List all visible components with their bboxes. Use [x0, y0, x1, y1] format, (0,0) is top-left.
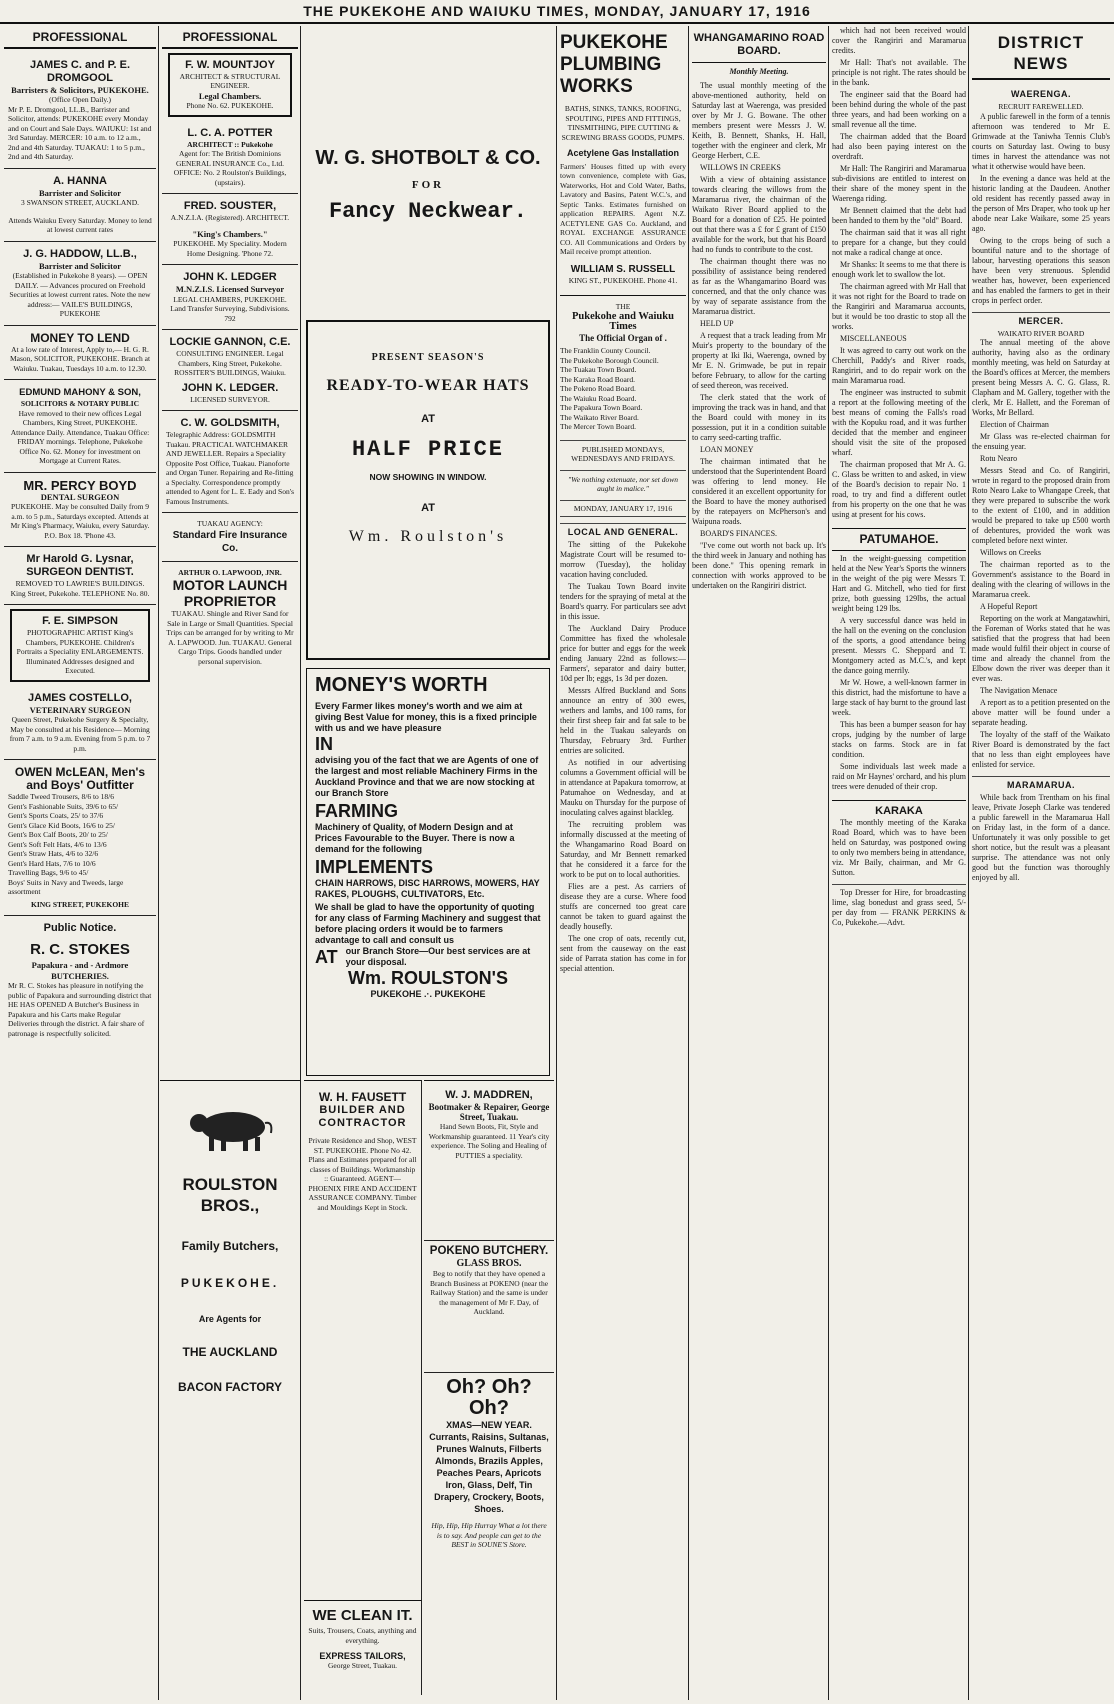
- pokeno-butchery-ad: [424, 1240, 554, 1370]
- card-title: Barristers & Solicitors, PUKEKOHE.: [11, 84, 149, 95]
- column-rule: [300, 26, 301, 1700]
- ad-line-5: NOW SHOWING IN WINDOW.: [369, 472, 487, 482]
- tuakau-agency-card: [162, 513, 298, 562]
- mercer-subheading: WAIKATO RIVER BOARD: [997, 328, 1085, 338]
- article-heading: WHANGAMARINO ROAD BOARD.: [692, 26, 826, 63]
- dromgool-card: [4, 53, 156, 169]
- card-name: TUAKAU AGENCY:: [197, 519, 263, 528]
- article-paragraph: The chairman intimated that he understood that the Superintendent Board was offering to lend money. He considered it an excellent opportunity for the Board to have the money authorised by the ratepayers on McPherson's and Waipuna roads.: [692, 457, 826, 526]
- karaka-footer: Top Dresser for Hire, for broadcasting lime, slag bonedust and grass seed, 5/- per day from — FRANK PERKINS & Co, Pukekohe.—Advt.: [832, 884, 966, 928]
- karaka-body: The monthly meeting of the Karaka Road Board, which was to have been held on Saturday, was postponed owing to only two members being in attendance, viz. Mr Baily, chairman, and Mr G. Sutton.: [832, 818, 966, 877]
- ad-line-2: READY-TO-WEAR HATS: [326, 377, 530, 394]
- price-list-item: Gent's Box Calf Boots, 20/ to 25/: [8, 830, 108, 839]
- article-paragraph: The chairman added that the Board had also been paying interest on the overdraft.: [832, 132, 966, 161]
- card-name: JAMES COSTELLO,: [28, 691, 132, 704]
- article-paragraph: Mr Shanks: It seems to me that there is enough work let to swallow the lot.: [832, 260, 966, 279]
- card-body: Agent for: The British Dominions GENERAL INSURANCE Co., Ltd. OFFICE: No. 2 Roulston's Buildings, (upstairs).: [173, 149, 287, 187]
- ad-title: BUILDER AND CONTRACTOR: [318, 1104, 407, 1129]
- shotbolt-ad: [306, 130, 550, 280]
- ad-body: Private Residence and Shop, WEST ST. PUKEKOHE. Phone No 42. Plans and Estimates prepared for all classes of Buildings. Workmanship :: Guaranteed. AGENT—PHOENIX FIRE AND ACCIDENT ASSURANCE COMPANY. Timber and Mouldings Kept in Stock.: [308, 1136, 417, 1212]
- mountjoy-card: [168, 53, 292, 117]
- times-list-item: The Waikato River Board.: [560, 412, 639, 422]
- ad-line-3: AT: [421, 413, 435, 425]
- lysnar-card: [4, 547, 156, 605]
- card-body: Have removed to their new offices Legal Chambers, King Street, PUKEKOHE. Attendance Daily. Attendance, Tuakau Office: FRIDAY mornings. Telephone, Pukekohe Office No. 62. Money for investment on Mortgage at Current Rates.: [10, 408, 150, 465]
- moneys-worth-ad: [306, 668, 550, 1076]
- article-paragraph: WILLOWS IN CREEKS: [700, 163, 781, 172]
- card-title: DENTAL SURGEON: [40, 491, 120, 502]
- times-list-item: The Franklin County Council.: [560, 346, 651, 355]
- price-list-item: Boys' Suits in Navy and Tweeds, large assortment: [8, 877, 124, 896]
- ad-title: GLASS BROS.: [456, 1258, 522, 1269]
- article-paragraph: It was agreed to carry out work on the Cherchill, Paddy's and River roads, Rangiriri, and to do repair work on the main Maramarua road.: [832, 346, 966, 385]
- card-name: JAMES C. and P. E. DROMGOOL: [29, 58, 131, 84]
- card-address: Legal Chambers.: [198, 90, 262, 101]
- times-name: Pukekohe and Waiuku Times: [572, 310, 674, 332]
- card-name-2: JOHN K. LEDGER.: [181, 381, 279, 394]
- column-rule: [968, 26, 969, 1700]
- ad-at: AT: [315, 946, 338, 967]
- mclean-card: [4, 760, 156, 916]
- card-address: KING STREET, PUKEKOHE: [30, 899, 129, 909]
- waerenga-subheading: RECRUIT FAREWELLED.: [998, 102, 1084, 111]
- section-heading: PROFESSIONAL: [4, 26, 156, 49]
- article-paragraph: Mr W. Howe, a well-known farmer in this district, had the misfortune to have a large stack of hay burnt to the ground last week.: [832, 678, 966, 717]
- price-list-item: Gent's Hard Hats, 7/6 to 10/6: [8, 858, 96, 868]
- card-body: PHOTOGRAPHIC ARTIST King's Chambers, PUKEKOHE. Children's Portraits a Speciality ENLARGEMENTS. Illuminated Addresses designed and Executed.: [16, 628, 144, 675]
- card-name: JOHN K. LEDGER: [183, 271, 277, 283]
- card-body: Queen Street, Pukekohe Surgery & Specialty, May be consulted at his Residence— Morning from 7 a.m. to 9 a.m. Evening from 5 p.m. to 7 p.m.: [9, 715, 151, 753]
- price-list: [8, 792, 152, 897]
- article-paragraph: Mr Hall: The Rangiriri and Maramarua sub-divisions are entitled to interest on their share of the money spent in the Waerenga riding.: [832, 164, 966, 203]
- article-paragraph: Rotu Nearo: [980, 454, 1018, 463]
- card-body: REMOVED TO LAWRIE'S BUILDINGS. King Street, Pukekohe. TELEPHONE No. 80.: [10, 579, 150, 598]
- card-name: F. W. MOUNTJOY: [185, 58, 275, 71]
- ad-para: Machinery of Quality, of Modern Design and at Prices Favourable to the Buyer. There is now a demand for the following: [315, 822, 515, 854]
- gannon-card: [162, 330, 298, 411]
- ad-line-5: BACON FACTORY: [177, 1380, 282, 1394]
- card-body: CONSULTING ENGINEER. Legal Chambers, King Street, Pukekohe. ROSSITER'S BUILDINGS, Waiuku.: [174, 349, 286, 377]
- ad-place: PUKEKOHE .·. PUKEKOHE: [370, 989, 486, 999]
- mahony-card: [4, 380, 156, 473]
- article-paragraph: HELD UP: [700, 319, 734, 328]
- ad-title: MONEY'S WORTH: [315, 674, 488, 696]
- article-paragraph: The Navigation Menace: [980, 686, 1058, 695]
- article-paragraph: The loyalty of the staff of the Waikato River Board is demonstrated by the fact that no less than eight employees have enlisted for service.: [972, 730, 1110, 769]
- column-rule: [688, 26, 689, 1700]
- card-name: R. C. STOKES: [30, 941, 130, 958]
- card-body: At a low rate of Interest, Apply to,— H. G. R. Mason, SOLICITOR, PUKEKOHE. Branch at Waiuku. Tuakau, Tuesdays 10 a.m. to 12.30.: [9, 344, 151, 373]
- plumbing-body-2: Farmers' Houses fitted up with every town convenience, complete with Gas, Waterworks, Hot and Cold Water, Baths, Lavatory and Basins, Patent W.C.'s, and Septic Tanks. Estimates furnished on application REPAIRS. Agent N.Z. ACETYLENE GAS Co. Auckland, and ROYAL EXCHANGE ASSURANCE CO. All Communications and Orders by Mail receive prompt attention.: [560, 161, 686, 256]
- ad-line-1: PRESENT SEASON'S: [371, 352, 485, 363]
- card-name: FRED. SOUSTER,: [183, 200, 277, 212]
- ad-name: ROULSTON BROS.,: [182, 1175, 278, 1215]
- times-list-item: The Pukekohe Borough Council.: [560, 355, 659, 365]
- plumbing-name: PUKEKOHE PLUMBING WORKS: [560, 32, 668, 97]
- price-list-item: Gent's Sports Coats, 25/ to 37/6: [8, 811, 104, 820]
- article-body: [972, 338, 1110, 770]
- ad-para: Every Farmer likes money's worth and we aim at giving Best Value for money, this is a fixed principle with us and we have pleasure: [315, 701, 537, 733]
- article-paragraph: A Hopeful Report: [980, 602, 1038, 611]
- ad-line: Fancy Neckwear.: [328, 199, 528, 224]
- article-paragraph: The recruiting problem was informally discussed at the meeting of the Whangamarino Road Board on Saturday, and Mr Bennett remarked that he considered it a farce for the work to be put on to local authorities.: [560, 820, 686, 879]
- ledger-card: [162, 265, 298, 330]
- card-name: F. E. SIMPSON: [42, 615, 118, 627]
- article-paragraph: With a view of obtaining assistance towards clearing the willows from the Maramarua river, the chairman of the Waikato River Board applied to the Board for a donation of £25. He pointed out that there was a £ for £ grant of £150 available for the work, but that his Board had no funds to contribute to the cost.: [692, 175, 826, 254]
- ad-body: XMAS—NEW YEAR. Currants, Raisins, Sultanas, Prunes Walnuts, Filberts Almonds, Brazils Apples, Peaches Pears, Apricots Iron, Glass, Delf, Tin Drapery, Crockery, Boots, Shoes.: [429, 1420, 549, 1514]
- article-body: [560, 540, 686, 974]
- article-subheading: Monthly Meeting.: [729, 67, 789, 76]
- article-paragraph: Election of Chairman: [980, 420, 1049, 429]
- plumbing-address: KING ST., PUKEKOHE. Phone 41.: [568, 275, 678, 285]
- ad-name: W. J. MADDREN,: [445, 1089, 533, 1101]
- article-paragraph: Messrs Alfred Buckland and Sons announce an entry of 300 ewes, wethers and lambs, and 100 rams, for their first sheep fair and fat sale to be held in the Tuakau saleyards on Thursday, February 3rd. Further entries are solicited.: [560, 686, 686, 755]
- ad-title: Bootmaker & Repairer, George Street, Tuakau.: [428, 1102, 550, 1122]
- article-paragraph: BOARD'S FINANCES.: [700, 529, 778, 538]
- article-paragraph: The chairman reported as to the Government's assistance to the Board in dealing with the clearing of willows in the Maramarua creek.: [972, 560, 1110, 599]
- ad-line-7: Wm. Roulston's: [348, 528, 508, 545]
- article-paragraph: Mr Bennett claimed that the debt had been handed to them by the "old" Board.: [832, 206, 966, 225]
- maddren-ad: [424, 1080, 554, 1240]
- haddow-card: [4, 242, 156, 326]
- article-paragraph: LOAN MONEY: [700, 445, 754, 454]
- article-paragraph: This has been a bumper season for hay crops, judging by the number of large stacks on farms. Stock are in fat condition.: [832, 720, 966, 759]
- card-name: EDMUND MAHONY & SON,: [19, 387, 141, 398]
- column-rule: [158, 26, 159, 1700]
- article-paragraph: Mr Hall: That's not available. The principle is not right. The rates should be in the bank.: [832, 58, 966, 87]
- plumbing-body: BATHS, SINKS, TANKS, ROOFING, SPOUTING, PIPES AND FITTINGS, TINSMITHING, PIPE CUTTING & SCREWING BRASS GOODS, PUMPS.: [561, 104, 685, 142]
- article-paragraph: The Auckland Dairy Produce Committee has fixed the wholesale price for butter and eggs for the week ending January 22nd as follows:—Farmers', separator and dairy butter, 10d per lb; eggs, 1s 3d per dozen.: [560, 624, 686, 683]
- patumahoe-heading: PATUMAHOE.: [832, 528, 966, 551]
- card-name: C. W. GOLDSMITH,: [180, 417, 280, 429]
- ad-name: POKENO BUTCHERY.: [429, 1245, 549, 1257]
- card-body: Mr R. C. Stokes has pleasure in notifying the public of Papakura and surrounding district that HE HAS OPENED A Butcher's Business in Papakura and his Carts make Regular Deliveries through the district. A fair share of patronage is respectfully solicited.: [8, 981, 152, 1038]
- article-paragraph: The chairman said that it was all right to prepare for a change, but they could not make a radical change at once.: [832, 228, 966, 257]
- article-paragraph: In the evening a dance was held at the historic landing at the Daudeen. Another old resident has recently passed away in the person of Mrs Draper, who took up her abode near Lake Waikare, some 25 years ago.: [972, 173, 1110, 233]
- article-paragraph: A report as to a petition presented on the above matter will be found under a separate heading.: [972, 698, 1110, 727]
- card-title: Papakura - and - Ardmore BUTCHERIES.: [31, 960, 129, 981]
- card-name: OWEN McLEAN, Men's and Boys' Outfitter: [14, 765, 146, 792]
- ad-name: Oh? Oh? Oh?: [446, 1376, 532, 1419]
- boyd-card: [4, 473, 156, 548]
- ad-body: Hand Sewn Boots, Fit, Style and Workmanship guaranteed. 11 Year's city experience. The Soling and Healing of PUTTIES a speciality.: [428, 1122, 550, 1160]
- ad-name: WE CLEAN IT.: [312, 1607, 413, 1624]
- karaka-heading: KARAKA: [832, 800, 966, 818]
- times-motto: "We nothing extenuate, nor set down aught in malice.": [560, 470, 686, 494]
- article-paragraph: The engineer was instructed to submit a report at the following meeting of the best means of coming the Falls's road with the Kopuku road, and it was further decided that the member and engineer should visit the site of the proposed wharf.: [832, 388, 966, 457]
- ad-para: our Branch Store—Our best services are at your disposal.: [345, 946, 531, 967]
- article-body: [832, 26, 966, 520]
- money-to-lend-card: [4, 326, 156, 381]
- ad-farming: FARMING: [315, 801, 398, 821]
- times-list-item: The Tuakau Town Board.: [560, 365, 637, 374]
- article-paragraph: The Tuakau Town Board invite tenders for the spraying of metal at the Board's quarry. For particulars see advt in this issue.: [560, 582, 686, 621]
- costello-card: [4, 686, 156, 761]
- ad-line-2: PUKEKOHE.: [180, 1276, 280, 1290]
- ad-name: W. H. FAUSETT: [318, 1090, 407, 1104]
- article-paragraph: Reporting on the work at Mangatawhiri, the Foreman of Works stated that he was satisfied that the progress that had been made would fulfil their object in course of time and already the channel from the Elbow down the river was deeper than it ever was.: [972, 614, 1110, 683]
- card-body: LEGAL CHAMBERS, PUKEKOHE. Land Transfer Surveying, Subdivisions. 792: [170, 294, 290, 323]
- article-paragraph: Flies are a pest. As carriers of disease they are a curse. Where food stuffs are concerned too great care cannot be taken to guard against the deadly housefly.: [560, 882, 686, 931]
- mercer-heading: MERCER.: [972, 312, 1110, 326]
- column-rule: [556, 26, 557, 1700]
- card-title: SOLICITORS & NOTARY PUBLIC: [20, 399, 140, 408]
- times-list-item: The Karaka Road Board.: [560, 374, 635, 384]
- times-list-item: The Papakura Town Board.: [560, 403, 643, 412]
- waerenga-heading: WAERENGA.: [1010, 89, 1071, 99]
- times-box: [560, 295, 686, 517]
- article-body: [972, 112, 1110, 306]
- card-body: (Established in Pukekohe 8 years). — OPEN DAILY. — Advances procured on Freehold Securities at lowest current rates. Note the new address:— VAILE'S BUILDINGS, PUKEKOHE: [9, 271, 151, 318]
- times-the: THE: [615, 302, 631, 311]
- price-list-item: Gent's Straw Hats, 4/6 to 32/6: [8, 849, 99, 858]
- times-published: PUBLISHED MONDAYS, WEDNESDAYS AND FRIDAYS.: [560, 440, 686, 464]
- ad-line-3: Are Agents for: [198, 1314, 262, 1324]
- article-paragraph: Some individuals last week made a raid on Mr Haynes' orchard, and his plum trees were denuded of their crop.: [832, 762, 966, 791]
- article-paragraph: A public farewell in the form of a tennis afternoon was tendered to Mr E. Grimwade at the Taniwha Tennis Club's courts on Saturday last. Owing to busy times in harvest the attendance was not what it otherwise would have been.: [972, 111, 1110, 171]
- district-heading: DISTRICT NEWS: [972, 26, 1110, 80]
- article-paragraph: Owing to the crops being of such a bountiful nature and to the shortage of labour, harvesting operations this season have been very strenuous. Splendid weather has, however, been experienced and has enabled the farmers to get in their crops in perfect order.: [972, 235, 1110, 305]
- article-paragraph: The chairman agreed with Mr Hall that it was not right for the Board to trade on the Rangiriri and Maramarua accounts, but it would be too drastic to stop all the works.: [832, 282, 966, 331]
- hats-ad: [306, 320, 550, 660]
- card-name: A. HANNA: [53, 174, 107, 187]
- goldsmith-card: [162, 411, 298, 513]
- card-title: A.N.Z.I.A. (Registered). ARCHITECT.: [170, 213, 290, 222]
- plumbing-signature: WILLIAM S. RUSSELL: [570, 263, 676, 275]
- roulston-bros-ad: [160, 1080, 300, 1695]
- card-body: PUKEKOHE. May be consulted Daily from 9 a.m. to 5 p.m., Saturdays excepted. Attends at Mr King's Pharmacy, Waiuku, every Saturday. P.O. Box 18. 'Phone 43.: [10, 502, 150, 540]
- article-paragraph: The chairman thought there was no possibility of assistance being rendered as far as the Whangamarino Board was concerned, and that the only chance was by way of separate assistance from the Maramarua district.: [692, 257, 826, 316]
- faussett-ad: [304, 1080, 422, 1600]
- continued-column: [832, 26, 966, 1700]
- article-heading: LOCAL AND GENERAL.: [560, 523, 686, 537]
- ad-line-6: AT: [421, 502, 435, 514]
- article-paragraph: A very successful dance was held in the hall on the evening on the conclusion of the sports, a good attendance being present. Messrs C. Sheppard and T. Montgomery acted as M.C.'s, and kept the dance going merrily.: [832, 616, 966, 675]
- section-heading: PROFESSIONAL: [162, 26, 298, 49]
- card-name: MONEY TO LEND: [30, 330, 130, 345]
- column-rule: [828, 26, 829, 1700]
- ad-in: IN: [315, 734, 333, 754]
- ad-para: We shall be glad to have the opportunity of quoting for any class of Farming Machinery and suggest that before placing orders it would be to farmers advantage to call and consult us: [315, 902, 541, 945]
- ad-for: FOR: [411, 179, 445, 191]
- times-list: [560, 346, 686, 432]
- local-general-article: [560, 523, 686, 974]
- article-body: [692, 81, 826, 591]
- card-title: MOTOR LAUNCH PROPRIETOR: [172, 577, 288, 609]
- notice-heading: Public Notice.: [43, 922, 117, 934]
- ad-body: Suits, Trousers, Coats, anything and everything.: [308, 1626, 417, 1645]
- hanna-card: [4, 169, 156, 242]
- card-title: VETERINARY SURGEON: [29, 704, 131, 715]
- ad-line-4: HALF PRICE: [351, 437, 505, 462]
- ad-foot: Hip, Hip, Hip Hurray What a lot there is to say. And people can get to the BEST in SOUNE'S Store.: [431, 1521, 547, 1549]
- card-title: M.N.Z.I.S. Licensed Surveyor: [175, 284, 285, 294]
- card-note: Attends Waiuku Every Saturday. Money to lend at lowest current rates: [8, 215, 152, 234]
- ad-implements: IMPLEMENTS: [315, 857, 434, 877]
- price-list-item: Travelling Bags, 9/6 to 45/: [8, 868, 89, 877]
- card-name: J. G. HADDOW, LL.B.,: [23, 247, 137, 260]
- card-title: Standard Fire Insurance Co.: [172, 529, 288, 554]
- article-paragraph: which had not been received would cover the Rangiriri and Maramarua credits.: [832, 26, 966, 55]
- oh-oh-oh-ad: [424, 1372, 554, 1695]
- ad-body: Beg to notify that they have opened a Branch Business at POKENO (near the Railway Station) and the same is under the management of Mr F. Day, of Auckland.: [429, 1269, 549, 1316]
- plumbing-acetylene: Acetylene Gas Installation: [566, 148, 680, 158]
- plumbing-column: [560, 26, 686, 1700]
- ad-para: CHAIN HARROWS, DISC HARROWS, MOWERS, HAY RAKES, PLOUGHS, CULTIVATORS, Etc.: [315, 878, 540, 899]
- card-body: PUKEKOHE. My Speciality. Modern Home Designing. 'Phone 72.: [173, 239, 287, 258]
- card-body: TUAKAU. Shingle and River Sand for Sale in Large or Small Quantities. Special Trips can be arranged for by writing to Mr A. LAPWOOD. Jun. TUAKAU. General Cargo Trips. Goods handled under personal supervision.: [166, 609, 294, 666]
- card-chambers: "King's Chambers.": [192, 228, 268, 239]
- card-body: Mr P. E. Dromgool, LL.B., Barrister and Solicitor, attends: PUKEKOHE every Monday and on Court and Sale Days. WAIUKU: 1st and 3rd Saturday. MERCER: 10 a.m. to 12 a.m., 2nd and 4th Saturday. TUAKAU: 1 to 5 p.m., 2nd and 4th Saturday.: [8, 104, 152, 161]
- professional-column-1: [4, 26, 156, 1700]
- card-title: ARCHITECT & STRUCTURAL ENGINEER.: [179, 71, 281, 90]
- price-list-item: Gent's Fashionable Suits, 39/6 to 65/: [8, 801, 119, 811]
- card-phone: Phone No. 62. PUKEKOHE.: [186, 101, 274, 110]
- ad-line-4: THE AUCKLAND: [182, 1345, 278, 1359]
- article-paragraph: Messrs Stead and Co. of Rangiriri, wrote in regard to the proposed drain from Roto Nearo Lake to Whangape Creek, that they were prepared to subscribe the work to the extent of £100, and in addition would be prepared to take up £500 worth of debentures, provided the work was completed before next winter.: [972, 466, 1110, 545]
- article-paragraph: MISCELLANEOUS: [840, 334, 907, 343]
- district-news-column: [972, 26, 1110, 1700]
- card-name: LOCKIE GANNON, C.E.: [169, 336, 291, 348]
- article-paragraph: Mr Glass was re-elected chairman for the ensuing year.: [972, 432, 1110, 451]
- article-paragraph: The usual monthly meeting of the above-mentioned authority, held on Saturday last at Waerenga, was presided over by Mr J. G. Bowane. The other members present were Messrs J. W. Keith, B. Bennett, Shanks, H. Hall, together with the engineer and clerk, Mr George Herbert, C.E.: [692, 81, 826, 160]
- maramarua-heading: MARAMARUA.: [972, 776, 1110, 790]
- lapwood-card: [162, 562, 298, 673]
- card-title: Barrister and Solicitor: [39, 187, 121, 198]
- masthead: THE PUKEKOHE AND WAIUKU TIMES, MONDAY, JANUARY 17, 1916: [0, 0, 1114, 24]
- card-name: L. C. A. POTTER: [187, 126, 273, 139]
- card-title: ARCHITECT :: Pukekohe: [187, 139, 273, 149]
- stokes-card: [4, 916, 156, 1044]
- price-list-item: Gent's Glace Kid Boots, 16/6 to 25/: [8, 820, 115, 830]
- article-paragraph: A request that a track leading from Mr Muir's property to the boundary of the property at Iki Iki, Waerenga, owned by Mr E. N. Grimwade, be put in repair before February, to allow for the carting of seed thereon, was received.: [692, 331, 826, 390]
- times-date: MONDAY, JANUARY 17, 1916: [560, 500, 686, 518]
- ad-name: W. G. SHOTBOLT & CO.: [315, 147, 541, 169]
- card-body: Telegraphic Address: GOLDSMITH Tuakau. PRACTICAL WATCHMAKER AND JEWELLER. Repairs a Speciality Opposite Post Office, Tuakau. Pianoforte and Organ Tuner. Repairing and Re-fitting a Specialty. Correspondence promptly attended to Agent for L. E. Eady and Son's Famous Instruments.: [166, 430, 294, 506]
- whangamarino-column: [692, 26, 826, 1700]
- ad-signature: EXPRESS TAILORS,: [319, 1651, 406, 1661]
- article-paragraph: As notified in our advertising columns a Government official will be in attendance at Papakura tomorrow, at Patumahoe on Wednesday, and at Mauku on Thursday for the purpose of inoculating calves against blackleg.: [560, 758, 686, 817]
- card-name: Mr Harold G. Lysnar, SURGEON DENTIST.: [26, 553, 134, 578]
- price-list-item: Gent's Soft Felt Hats, 4/6 to 13/6: [8, 839, 107, 849]
- maramarua-body: While back from Trentham on his final leave, Private Joseph Clarke was tendered a public farewell in the Maramarua Hall on Friday last, in the form of a dance. Unfortunately it was only possible to get short notice, but the result was a pleasant surprise. The attendance was not only good but the function was thoroughly enjoyed by all.: [972, 793, 1110, 882]
- times-list-item: The Mercer Town Board.: [560, 422, 636, 431]
- article-paragraph: "I've come out worth not back up. It's the third week in January and nothing has been done." This opening remark in connection with works approved to be undertaken on the Rangiriri district.: [692, 541, 826, 590]
- price-list-item: Saddle Tweed Trousers, 8/6 to 18/6: [8, 792, 115, 801]
- article-paragraph: The one crop of oats, recently cut, sent from the causeway on the east side of Parrata station has come in for special attention.: [560, 934, 686, 973]
- souster-card: [162, 194, 298, 265]
- simpson-card: [10, 609, 150, 682]
- card-note: (Office Open Daily.): [48, 95, 112, 104]
- article-paragraph: The annual meeting of the above authority, having also as the ordinary monthly meeting, was held on Saturday at the Board's offices at Mercer, the members present being Messrs A. C. G. Glass, R. Clapham and M. Gallery, together with the clerk, Mr E. Hallett, and the Foreman of Works, Mr Bellard.: [972, 338, 1110, 417]
- ad-address: George Street, Tuakau.: [327, 1661, 398, 1670]
- article-body: [832, 554, 966, 792]
- article-paragraph: The sitting of the Pukekohe Magistrate Court will be resumed to-morrow (Tuesday), the holiday vacation having concluded.: [560, 540, 686, 579]
- bull-illustration: [185, 1101, 275, 1155]
- article-paragraph: The chairman proposed that Mr A. G. C. Glass be written to and asked, in view of the Board's decision to repair No. 1 road, to try and find a different outlet from his property on the one that he was using at present for his cows.: [832, 460, 966, 519]
- times-subtitle: The Official Organ of .: [579, 332, 667, 343]
- ad-line-1: Family Butchers,: [181, 1239, 279, 1253]
- times-list-item: The Pokeno Road Board.: [560, 384, 636, 393]
- card-address: 3 SWANSON STREET, AUCKLAND.: [21, 198, 139, 207]
- article-paragraph: In the weight-guessing competition held at the New Year's Sports the winners in the weight of the pig were Messrs T. Hart and G. Mitchell, who tied for first prize, both guessing 129lbs, the actual weight being 129 lbs.: [832, 554, 966, 613]
- card-name: MR. PERCY BOYD: [23, 477, 137, 493]
- card-title-2: LICENSED SURVEYOR.: [190, 394, 270, 404]
- times-list-item: The Waiuku Road Board.: [560, 393, 637, 403]
- potter-card: [162, 121, 298, 195]
- card-title: Barrister and Solicitor: [39, 260, 121, 271]
- card-name: ARTHUR O. LAPWOOD, JNR.: [178, 567, 282, 577]
- article-paragraph: The clerk stated that the work of improving the track was in hand, and that the Board could with money in its possession, put it in a condition suitable to carry seed-carting traffic.: [692, 393, 826, 442]
- article-paragraph: Willows on Creeks: [980, 548, 1042, 557]
- article-paragraph: The engineer said that the Board had been behind during the whole of the past three years, and had been working on a small revenue all the time.: [832, 90, 966, 129]
- we-clean-it-ad: [304, 1600, 422, 1695]
- ad-signature: Wm. ROULSTON'S: [348, 968, 508, 988]
- ad-para: advising you of the fact that we are Agents of one of the largest and most reliable Machinery Firms in the Auckland Province and that we are now stocking at our Branch Store: [315, 755, 539, 798]
